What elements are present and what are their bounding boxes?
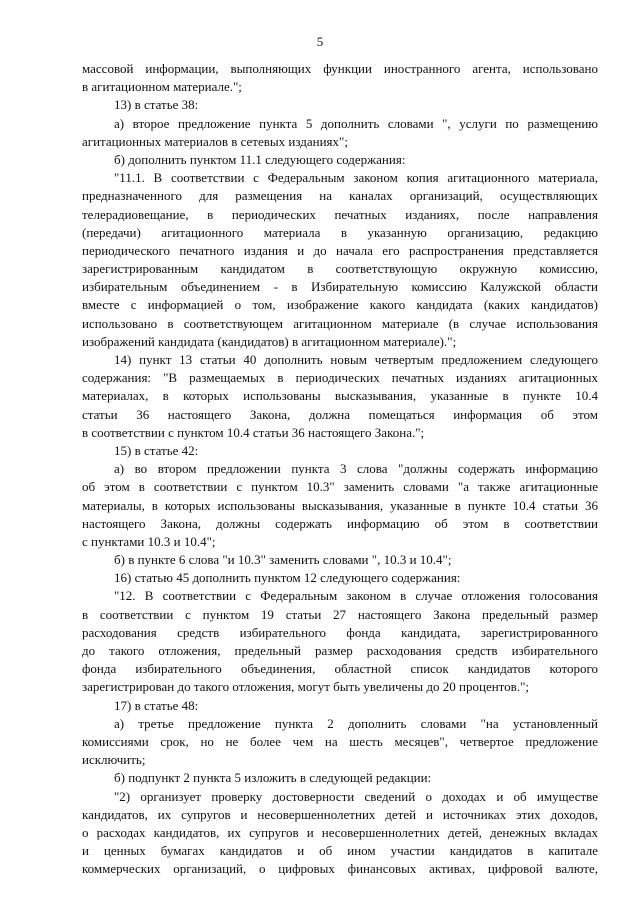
text-line: материалы, в которых использованы высказывания, указанные в пункте 10.4 статьи 36 xyxy=(82,497,598,513)
text-line: а) второе предложение пункта 5 дополнить словами ", услуги по размещению xyxy=(114,115,598,131)
document-body xyxy=(82,60,598,878)
text-line: коммерческих организаций, о цифровых финансовых активах, цифровой валюте, xyxy=(82,861,598,877)
text-line: с пунктами 10.3 и 10.4"; xyxy=(82,533,216,549)
text-line: содержания: "В размещаемых в периодических печатных изданиях агитационных xyxy=(82,370,598,386)
text-line: расходования средств избирательного фонда кандидата, зарегистрированного xyxy=(82,624,598,640)
text-line: "11.1. В соответствии с Федеральным законом копия агитационного материала, xyxy=(114,170,598,186)
text-line: кандидатов, их супругов и несовершеннолетних детей и источниках этих доходов, xyxy=(82,806,598,822)
text-line: комиссиями срок, но не более чем на шесть месяцев", четвертое предложение xyxy=(82,733,598,749)
text-line: вместе с информацией о том, изображение какого кандидата (каких кандидатов) xyxy=(82,297,598,313)
text-line: "12. В соответствии с Федеральным законом в случае отложения голосования xyxy=(114,588,598,604)
text-line: а) во втором предложении пункта 3 слова "должны содержать информацию xyxy=(114,461,598,477)
text-line: в соответствии с пунктом 19 статьи 27 настоящего Закона предельный размер xyxy=(82,606,598,622)
text-line: фонда избирательного объединения, областной список кандидатов которого xyxy=(82,661,598,677)
text-line: б) в пункте 6 слова "и 10.3" заменить словами ", 10.3 и 10.4"; xyxy=(114,552,452,568)
text-line: 15) в статье 42: xyxy=(114,442,199,458)
text-line: зарегистрирован до такого отложения, могут быть увеличены до 20 процентов."; xyxy=(82,679,529,695)
text-line: о расходах кандидатов, их супругов и несовершеннолетних детей, денежных вкладах xyxy=(82,824,598,840)
text-line: изображений кандидата (кандидатов) в агитационном материале)."; xyxy=(82,333,457,349)
text-line: б) дополнить пунктом 11.1 следующего содержания: xyxy=(114,151,406,167)
text-line: периодического печатного издания и до начала его распространения представляется xyxy=(82,242,598,258)
text-line: 13) в статье 38: xyxy=(114,97,199,113)
text-line: материалах, в которых использованы высказывания, указанные в пункте 10.4 xyxy=(82,388,598,404)
text-line: зарегистрированным кандидатом в соответствующую окружную комиссию, xyxy=(82,261,598,277)
text-line: исключить; xyxy=(82,752,146,768)
text-line: массовой информации, выполняющих функции иностранного агента, использовано xyxy=(82,61,598,76)
text-line: (передачи) агитационного материала в указанную организацию, редакцию xyxy=(82,224,598,240)
text-line: избирательным объединением - в Избирательную комиссию Калужской области xyxy=(82,279,598,295)
text-line: б) подпункт 2 пункта 5 изложить в следующей редакции: xyxy=(114,770,432,786)
text-line: в соответствии с пунктом 10.4 статьи 36 настоящего Закона."; xyxy=(82,424,425,440)
text-line: 16) статью 45 дополнить пунктом 12 следующего содержания: xyxy=(114,570,461,586)
text-line: настоящего Закона, должны содержать информацию об этом в соответствии xyxy=(82,515,598,531)
page-number: 5 xyxy=(316,34,324,49)
text-line: до такого отложения, предельный размер расходования средств избирательного xyxy=(82,643,598,658)
text-line: телерадиовещание, в периодических печатных изданиях, после направления xyxy=(82,206,598,222)
text-line: а) третье предложение пункта 2 дополнить словами "на установленный xyxy=(114,715,598,731)
text-line: статьи 36 настоящего Закона, должна помещаться информация об этом xyxy=(82,406,598,422)
text-line: агитационных материалов в сетевых изданиях"; xyxy=(82,133,348,149)
text-line: 17) в статье 48: xyxy=(114,697,199,713)
text-line: предназначенного для размещения на каналах организаций, осуществляющих xyxy=(82,188,598,204)
text-line: 14) пункт 13 статьи 40 дополнить новым четвертым предложением следующего xyxy=(114,352,598,367)
text-line: "2) организует проверку достоверности сведений о доходах и об имуществе xyxy=(114,788,598,804)
text-line: и ценных бумагах кандидатов и об ином участии кандидатов в капитале xyxy=(82,843,598,859)
text-line: использовано в соответствующем агитационном материале (в случае использования xyxy=(82,315,598,331)
text-line: об этом в соответствии с пунктом 10.3" заменить словами "а также агитационные xyxy=(82,479,598,495)
text-line: в агитационном материале."; xyxy=(82,79,242,95)
